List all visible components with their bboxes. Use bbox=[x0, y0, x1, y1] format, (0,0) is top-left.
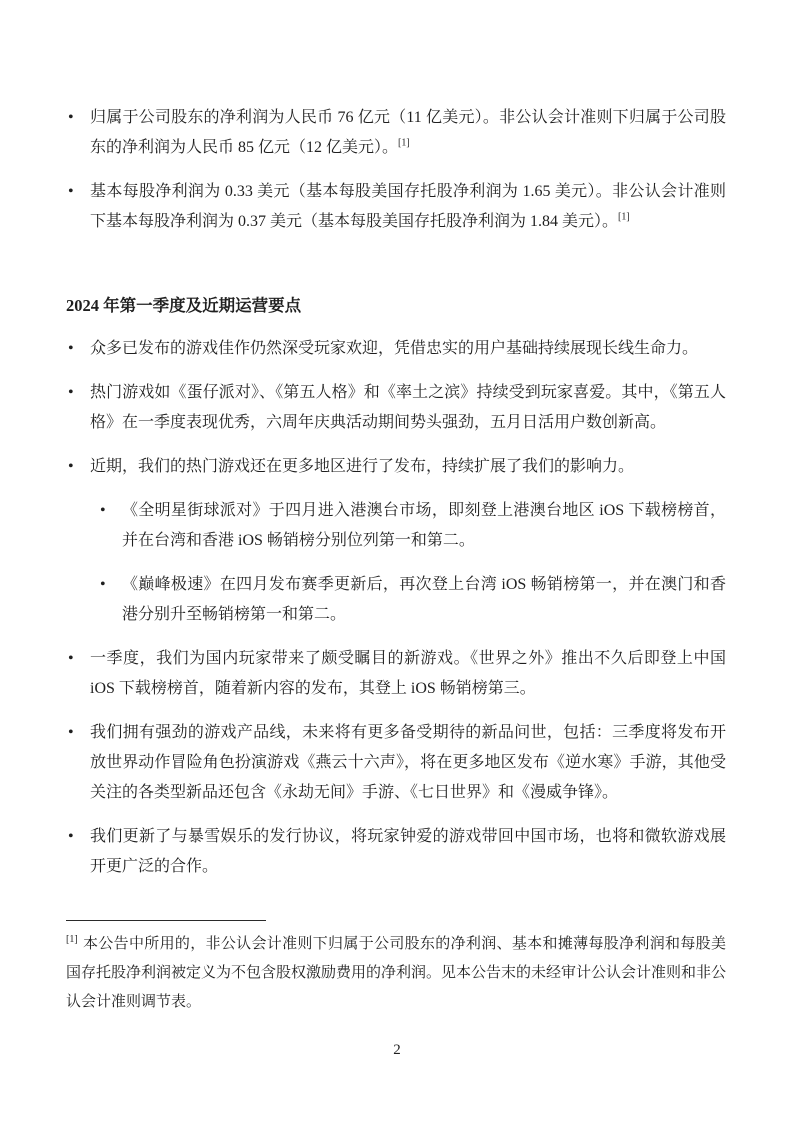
footnote bbox=[66, 930, 726, 1017]
bullet-icon: • bbox=[68, 109, 74, 126]
bullet-item-net-income bbox=[66, 103, 726, 163]
bullet-text: 一季度，我们为国内玩家带来了颇受瞩目的新游戏。《世界之外》推出不久后即登上中国 iOS 下载榜榜首，随着新内容的发布，其登上 iOS 畅销榜第三。 bbox=[90, 650, 726, 697]
bullet-icon: • bbox=[68, 183, 74, 200]
footnote-separator-line bbox=[66, 920, 266, 921]
bullet-item-popular-games bbox=[66, 378, 726, 438]
bullet-text: 我们拥有强劲的游戏产品线，未来将有更多备受期待的新品问世，包括：三季度将发布开放世界动作冒险角色扮演游戏《燕云十六声》，将在更多地区发布《逆水寒》手游，其他受关注的各类型新品还包含《永劫无间》手游、《七日世界》和《漫威争锋》。 bbox=[90, 724, 726, 801]
page-number: 2 bbox=[393, 1042, 401, 1058]
bullet-icon: • bbox=[68, 828, 74, 845]
footnote-ref: [1] bbox=[618, 211, 630, 223]
bullet-item-pipeline bbox=[66, 718, 726, 808]
highlights-bullet-list bbox=[66, 334, 726, 882]
sub-bullet-item-allstar-streetball bbox=[100, 496, 726, 556]
bullet-item-eps bbox=[66, 177, 726, 237]
bullet-text: 基本每股净利润为 0.33 美元（基本每股美国存托股净利润为 1.65 美元）。非公认会计准则下基本每股净利润为 0.37 美元（基本每股美国存托股净利润为 1.84 美元）。 bbox=[90, 183, 726, 230]
footnote-area bbox=[66, 920, 726, 1017]
bullet-text: 近期，我们的热门游戏还在更多地区进行了发布，持续扩展了我们的影响力。 bbox=[90, 458, 635, 475]
bullet-icon: • bbox=[68, 340, 74, 357]
section-heading: 2024 年第一季度及近期运营要点 bbox=[66, 296, 302, 315]
bullet-item-new-domestic-game bbox=[66, 644, 726, 704]
bullet-text: 《巅峰极速》在四月发布赛季更新后，再次登上台湾 iOS 畅销榜第一，并在澳门和香港分别升至畅销榜第一和第二。 bbox=[122, 576, 726, 623]
footnote-ref: [1] bbox=[398, 137, 410, 149]
bullet-text: 归属于公司股东的净利润为人民币 76 亿元（11 亿美元）。非公认会计准则下归属于公司股东的净利润为人民币 85 亿元（12 亿美元）。 bbox=[90, 109, 726, 156]
bullet-text: 众多已发布的游戏佳作仍然深受玩家欢迎，凭借忠实的用户基础持续展现长线生命力。 bbox=[90, 340, 699, 357]
footnote-text: 本公告中所用的，非公认会计准则下归属于公司股东的净利润、基本和摊薄每股净利润和每股美国存托股净利润被定义为不包含股权激励费用的净利润。见本公告末的未经审计公认会计准则和非公认会计准则调节表。 bbox=[66, 936, 727, 1010]
bullet-text: 热门游戏如《蛋仔派对》、《第五人格》和《率土之滨》持续受到玩家喜爱。其中，《第五人格》在一季度表现优秀，六周年庆典活动期间势头强劲，五月日活用户数创新高。 bbox=[90, 384, 726, 431]
bullet-text: 《全明星街球派对》于四月进入港澳台市场，即刻登上港澳台地区 iOS 下载榜榜首，并在台湾和香港 iOS 畅销榜分别位列第一和第二。 bbox=[122, 502, 726, 549]
sub-bullet-item-racing-master bbox=[100, 570, 726, 630]
bullet-item-evergreen-games bbox=[66, 334, 726, 364]
sub-bullet-list bbox=[100, 496, 726, 630]
bullet-icon: • bbox=[68, 458, 74, 475]
bullet-text: 我们更新了与暴雪娱乐的发行协议，将玩家钟爱的游戏带回中国市场，也将和微软游戏展开更广泛的合作。 bbox=[90, 828, 726, 875]
bullet-item-regional-launches bbox=[66, 452, 726, 630]
bullet-icon: • bbox=[100, 502, 106, 519]
footnote-marker: [1] bbox=[66, 934, 78, 945]
bullet-icon: • bbox=[68, 650, 74, 667]
bullet-icon: • bbox=[68, 384, 74, 401]
bullet-item-blizzard-agreement bbox=[66, 822, 726, 882]
bullet-icon: • bbox=[68, 724, 74, 741]
summary-bullet-list bbox=[66, 0, 726, 237]
bullet-icon: • bbox=[100, 576, 106, 593]
